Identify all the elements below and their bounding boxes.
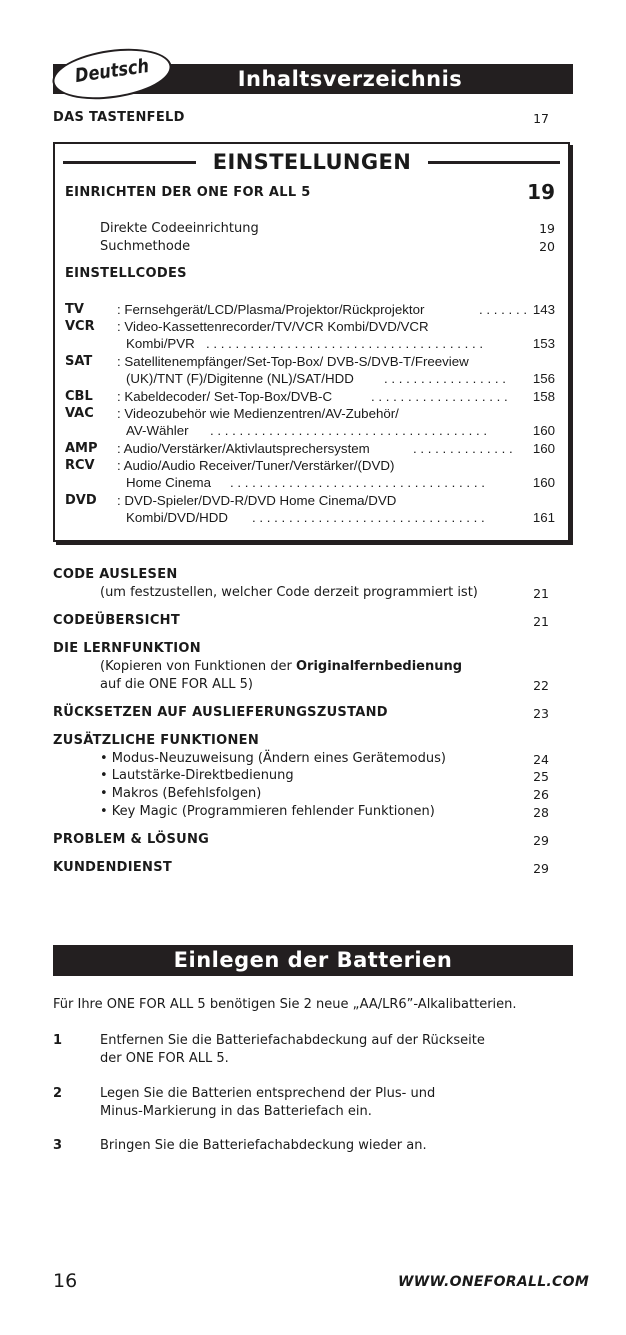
step-2-line2: Minus-Markierung in das Batteriefach ein.	[100, 1104, 372, 1119]
code-cbl-dots: . . . . . . . . . . . . . . . . . . .	[371, 389, 508, 404]
code-sat-page: 156	[532, 371, 555, 386]
code-vac-line1[interactable]: : Videozubehör wie Medienzentren/AV-Zubehör/	[117, 406, 399, 421]
toc-lernfunktion-desc1	[100, 659, 462, 674]
toc-einstellcodes: EINSTELLCODES	[65, 266, 187, 281]
code-key-tv: TV	[65, 302, 84, 317]
step-2-number: 2	[53, 1086, 63, 1101]
code-vac-dots: . . . . . . . . . . . . . . . . . . . . . . . . . . . . . . . . . . . . . .	[210, 423, 488, 438]
code-rcv-dots: . . . . . . . . . . . . . . . . . . . . . . . . . . . . . . . . . . .	[230, 475, 485, 490]
einstellungen-heading: EINSTELLUNGEN	[212, 150, 412, 174]
toc-ruecksetzen-page: 23	[533, 706, 549, 721]
toc-einrichten-page: 19	[527, 180, 555, 204]
toc-lernfunktion-desc2: auf die ONE FOR ALL 5)	[100, 677, 253, 692]
code-key-vac: VAC	[65, 406, 94, 421]
code-key-rcv: RCV	[65, 458, 95, 473]
step-1-number: 1	[53, 1033, 63, 1048]
language-badge-label: Deutsch	[73, 54, 151, 88]
code-cbl-text: : Kabeldecoder/ Set-Top-Box/DVB-C	[117, 389, 333, 404]
code-sat-line1[interactable]: : Satellitenempfänger/Set-Top-Box/ DVB-S/DVB-T/Freeview	[117, 354, 469, 369]
toc-code-auslesen[interactable]: CODE AUSLESEN	[53, 567, 178, 582]
toc-lernfunktion-desc1-b: Originalfernbedienung	[295, 659, 463, 674]
toc-zus-item-2-page: 25	[533, 769, 549, 784]
toc-zus-item-4[interactable]: • Key Magic (Programmieren fehlender Funktionen)	[100, 804, 435, 819]
toc-lernfunktion-page: 22	[533, 678, 549, 693]
toc-zus-item-4-page: 28	[533, 805, 549, 820]
code-cbl-line1[interactable]	[117, 389, 555, 404]
code-dvd-page: 161	[532, 510, 555, 525]
einstellungen-rule-right	[428, 161, 560, 164]
code-key-sat: SAT	[65, 354, 93, 369]
code-vcr-page: 153	[532, 336, 555, 351]
step-3-line1: Bringen Sie die Batteriefachabdeckung wieder an.	[100, 1138, 427, 1153]
code-amp-line1[interactable]	[117, 441, 555, 456]
code-sat-dots: . . . . . . . . . . . . . . . . .	[384, 371, 506, 386]
toc-kundendienst[interactable]: KUNDENDIENST	[53, 860, 173, 875]
footer-url[interactable]: WWW.ONEFORALL.COM	[398, 1274, 590, 1290]
code-vcr-text2: Kombi/PVR	[126, 336, 195, 351]
code-vac-page: 160	[532, 423, 555, 438]
code-sat-line2[interactable]	[126, 371, 555, 386]
step-3-number: 3	[53, 1138, 63, 1153]
toc-tastenfeld[interactable]: DAS TASTENFELD	[53, 110, 185, 125]
code-amp-dots: . . . . . . . . . . . . . .	[413, 441, 513, 456]
toc-einrichten[interactable]: EINRICHTEN DER ONE FOR ALL 5	[65, 185, 311, 200]
code-key-amp: AMP	[65, 441, 98, 456]
batterien-title: Einlegen der Batterien	[53, 945, 573, 976]
step-2-line1: Legen Sie die Batterien entsprechend der Plus- und	[100, 1086, 436, 1101]
toc-zus-item-1-page: 24	[533, 752, 549, 767]
code-tv-dots: . . . . . . .	[479, 302, 528, 317]
toc-codeuebersicht[interactable]: CODEÜBERSICHT	[53, 613, 181, 628]
einstellungen-rule-left	[63, 161, 196, 164]
step-1-line1: Entfernen Sie die Batteriefachabdeckung auf der Rückseite	[100, 1033, 485, 1048]
code-vcr-line1[interactable]: : Video-Kassettenrecorder/TV/VCR Kombi/DVD/VCR	[117, 319, 429, 334]
toc-ruecksetzen[interactable]: RÜCKSETZEN AUF AUSLIEFERUNGSZUSTAND	[53, 705, 388, 720]
toc-direkte-codeeinrichtung[interactable]: Direkte Codeeinrichtung	[100, 221, 259, 236]
code-tv-page: 143	[532, 302, 555, 317]
toc-zus-item-3-page: 26	[533, 787, 549, 802]
code-vac-text2: AV-Wähler	[126, 423, 189, 438]
toc-suchmethode[interactable]: Suchmethode	[100, 239, 191, 254]
toc-suchmethode-page: 20	[539, 239, 555, 254]
toc-lernfunktion[interactable]: DIE LERNFUNKTION	[53, 641, 201, 656]
toc-tastenfeld-page: 17	[533, 111, 549, 126]
toc-zusaetzliche[interactable]: ZUSÄTZLICHE FUNKTIONEN	[53, 733, 260, 748]
page-title: Inhaltsverzeichnis	[237, 67, 463, 91]
code-vcr-line2[interactable]	[126, 336, 555, 351]
code-dvd-text2: Kombi/DVD/HDD	[126, 510, 228, 525]
toc-zus-item-2[interactable]: • Lautstärke-Direktbedienung	[100, 768, 294, 783]
toc-zus-item-1[interactable]: • Modus-Neuzuweisung (Ändern eines Gerätemodus)	[100, 751, 446, 766]
step-1-line2: der ONE FOR ALL 5.	[100, 1051, 229, 1066]
code-rcv-line2[interactable]	[126, 475, 555, 490]
toc-problem-page: 29	[533, 833, 549, 848]
toc-codeuebersicht-page: 21	[533, 614, 549, 629]
code-cbl-page: 158	[532, 389, 555, 404]
code-vcr-dots: . . . . . . . . . . . . . . . . . . . . . . . . . . . . . . . . . . . . . .	[206, 336, 484, 351]
code-sat-text2: (UK)/TNT (F)/Digitenne (NL)/SAT/HDD	[126, 371, 354, 386]
code-key-cbl: CBL	[65, 389, 93, 404]
code-dvd-line1[interactable]: : DVD-Spieler/DVD-R/DVD Home Cinema/DVD	[117, 493, 397, 508]
toc-direkte-codeeinrichtung-page: 19	[539, 221, 555, 236]
batterien-intro: Für Ihre ONE FOR ALL 5 benötigen Sie 2 neue „AA/LR6”-Alkalibatterien.	[53, 997, 517, 1012]
code-dvd-line2[interactable]	[126, 510, 555, 525]
toc-code-auslesen-page: 21	[533, 586, 549, 601]
code-rcv-page: 160	[532, 475, 555, 490]
code-key-dvd: DVD	[65, 493, 97, 508]
code-amp-page: 160	[532, 441, 555, 456]
code-tv-text: : Fernsehgerät/LCD/Plasma/Projektor/Rückprojektor	[117, 302, 425, 317]
code-vac-line2[interactable]	[126, 423, 555, 438]
toc-lernfunktion-desc1-a: (Kopieren von Funktionen der	[100, 659, 296, 674]
code-tv-line1[interactable]	[117, 302, 555, 317]
toc-zus-item-3[interactable]: • Makros (Befehlsfolgen)	[100, 786, 262, 801]
code-rcv-line1[interactable]: : Audio/Audio Receiver/Tuner/Verstärker/(DVD)	[117, 458, 395, 473]
page-number: 16	[53, 1270, 78, 1292]
code-amp-text: : Audio/Verstärker/Aktivlautsprechersystem	[117, 441, 370, 456]
toc-problem[interactable]: PROBLEM & LÖSUNG	[53, 832, 210, 847]
toc-code-auslesen-desc: (um festzustellen, welcher Code derzeit programmiert ist)	[100, 585, 478, 600]
code-key-vcr: VCR	[65, 319, 95, 334]
code-rcv-text2: Home Cinema	[126, 475, 211, 490]
code-dvd-dots: . . . . . . . . . . . . . . . . . . . . . . . . . . . . . . . .	[252, 510, 485, 525]
toc-kundendienst-page: 29	[533, 861, 549, 876]
